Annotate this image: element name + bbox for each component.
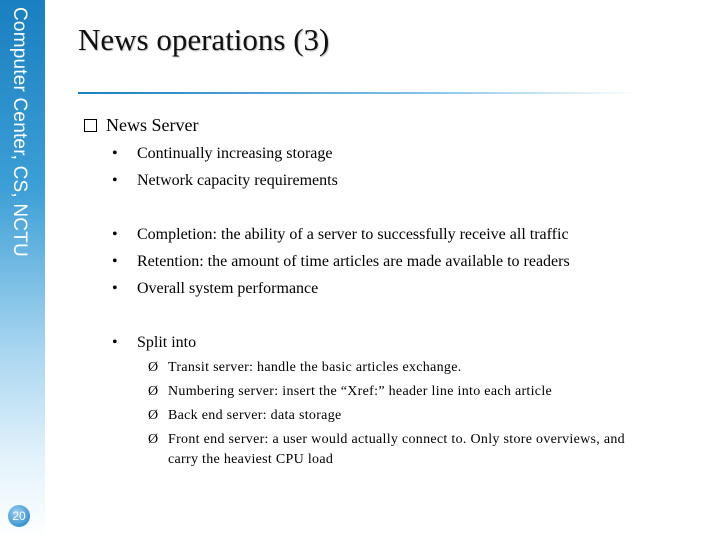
sub-item: [148, 408, 342, 424]
bullet-text: Split into: [137, 334, 197, 351]
sub-item-continuation: carry the heaviest CPU load: [168, 452, 334, 467]
bullet-item: [112, 145, 333, 163]
arrow-bullet-icon: Ø: [148, 432, 159, 447]
bullet-text: Overall system performance: [137, 280, 319, 297]
bullet-item: [112, 253, 570, 271]
arrow-bullet-icon: Ø: [148, 384, 159, 399]
sub-item: [148, 432, 625, 448]
bullet-item: [112, 226, 569, 244]
bullet-icon: •: [112, 145, 118, 162]
bullet-text: Retention: the amount of time articles are made available to readers: [137, 253, 570, 270]
checkbox-bullet-icon: [84, 119, 97, 132]
title-divider: [78, 92, 640, 94]
sidebar: [0, 0, 45, 540]
bullet-icon: •: [112, 253, 118, 270]
page-number-badge: 20: [8, 505, 30, 527]
bullet-item: [112, 280, 318, 298]
bullet-item: [112, 334, 196, 352]
sub-item-text: Back end server: data storage: [168, 408, 342, 423]
slide-title: News operations (3): [78, 22, 330, 57]
sub-item: [148, 384, 552, 400]
sub-item-text: Front end server: a user would actually connect to. Only store overviews, and: [168, 432, 625, 447]
sub-item: [148, 360, 462, 376]
arrow-bullet-icon: Ø: [148, 360, 159, 375]
bullet-text: Network capacity requirements: [137, 172, 338, 189]
arrow-bullet-icon: Ø: [148, 408, 159, 423]
bullet-icon: •: [112, 280, 118, 297]
bullet-text: Completion: the ability of a server to successfully receive all traffic: [137, 226, 569, 243]
bullet-item: [112, 172, 338, 190]
section-heading: [84, 115, 198, 136]
section-heading-label: News Server: [106, 115, 199, 135]
bullet-icon: •: [112, 226, 118, 243]
sidebar-label: Computer Center, CS, NCTU: [9, 7, 30, 257]
sub-item-text: Transit server: handle the basic articles exchange.: [168, 360, 462, 375]
bullet-icon: •: [112, 172, 118, 189]
sub-item-text: Numbering server: insert the “Xref:” header line into each article: [168, 384, 553, 399]
bullet-text: Continually increasing storage: [137, 145, 333, 162]
bullet-icon: •: [112, 334, 118, 351]
